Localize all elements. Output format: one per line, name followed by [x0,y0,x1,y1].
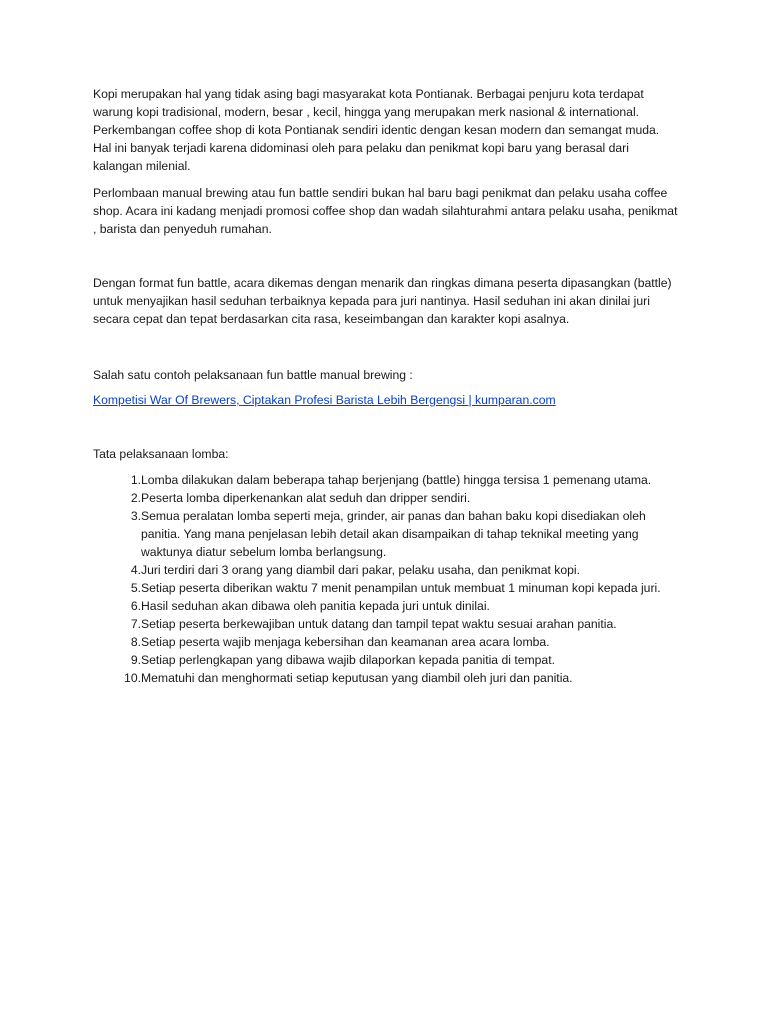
list-item-number: 10. [124,671,141,685]
list-item-number: 7. [130,617,141,631]
list-item-text: Setiap peserta berkewajiban untuk datang dan tampil tepat waktu sesuai arahan panitia. [141,617,617,631]
list-item-number: 2. [130,491,141,505]
list-item [93,489,678,507]
list-item-number: 8. [130,635,141,649]
list-item-text: Semua peralatan lomba seperti meja, grinder, air panas dan bahan baku kopi disediakan oleh panitia. Yang mana penjelasan lebih detail akan disampaikan di tahap teknikal meeting yang waktunya diatur sebelum lomba berlangsung. [141,509,646,559]
list-item [93,669,678,687]
example-link-paragraph [93,391,678,409]
kumparan-article-link[interactable]: Kompetisi War Of Brewers, Ciptakan Profesi Barista Lebih Bergengsi | kumparan.com [93,393,556,407]
list-item [93,615,678,633]
list-item-text: Setiap peserta wajib menjaga kebersihan dan keamanan area acara lomba. [141,635,550,649]
procedure-list [93,471,678,687]
list-item-number: 3. [130,509,141,523]
list-item-number: 1. [130,473,141,487]
list-item-number: 5. [130,581,141,595]
list-item-text: Setiap peserta diberikan waktu 7 menit penampilan untuk membuat 1 minuman kopi kepada juri. [141,581,661,595]
example-intro-paragraph: Salah satu contoh pelaksanaan fun battle manual brewing : [93,368,413,382]
list-item [93,561,678,579]
list-item-text: Mematuhi dan menghormati setiap keputusan yang diambil oleh juri dan panitia. [141,671,573,685]
list-item-text: Setiap perlengkapan yang dibawa wajib dilaporkan kepada panitia di tempat. [141,653,555,667]
list-item [93,633,678,651]
list-item-text: Hasil seduhan akan dibawa oleh panitia kepada juri untuk dinilai. [141,599,490,613]
list-item-text: Juri terdiri dari 3 orang yang diambil dari pakar, pelaku usaha, dan penikmat kopi. [141,563,580,577]
list-item-number: 6. [130,599,141,613]
list-item-text: Lomba dilakukan dalam beberapa tahap berjenjang (battle) hingga tersisa 1 pemenang utama. [141,473,652,487]
list-item [93,471,678,489]
fun-battle-format-paragraph: Dengan format fun battle, acara dikemas dengan menarik dan ringkas dimana peserta dipasangkan (battle) untuk menyajikan hasil seduhan terbaiknya kepada para juri nantinya. Hasil seduhan ini akan dinilai juri secara cepat dan tepat berdasarkan cita rasa, keseimbangan dan karakter kopi asalnya. [93,276,672,326]
list-item [93,597,678,615]
list-item [93,579,678,597]
list-item [93,507,678,561]
list-item-number: 4. [130,563,141,577]
brewing-competition-paragraph: Perlombaan manual brewing atau fun battle sendiri bukan hal baru bagi penikmat dan pelaku usaha coffee shop. Acara ini kadang menjadi promosi coffee shop dan wadah silahturahmi antara pelaku usaha, penikmat , barista dan penyeduh rumahan. [93,186,678,236]
intro-paragraph: Kopi merupakan hal yang tidak asing bagi masyarakat kota Pontianak. Berbagai penjuru kota terdapat warung kopi tradisional, modern, besar , kecil, hingga yang merupakan merk nasional & international. Perkembangan coffee shop di kota Pontianak sendiri identic dengan kesan modern dan semangat muda. Hal ini banyak terjadi karena didominasi oleh para pelaku dan penikmat kopi baru yang berasal dari kalangan milenial. [93,87,660,173]
procedure-heading: Tata pelaksanaan lomba: [93,447,229,461]
list-item-number: 9. [130,653,141,667]
list-item-text: Peserta lomba diperkenankan alat seduh dan dripper sendiri. [141,491,471,505]
list-item [93,651,678,669]
